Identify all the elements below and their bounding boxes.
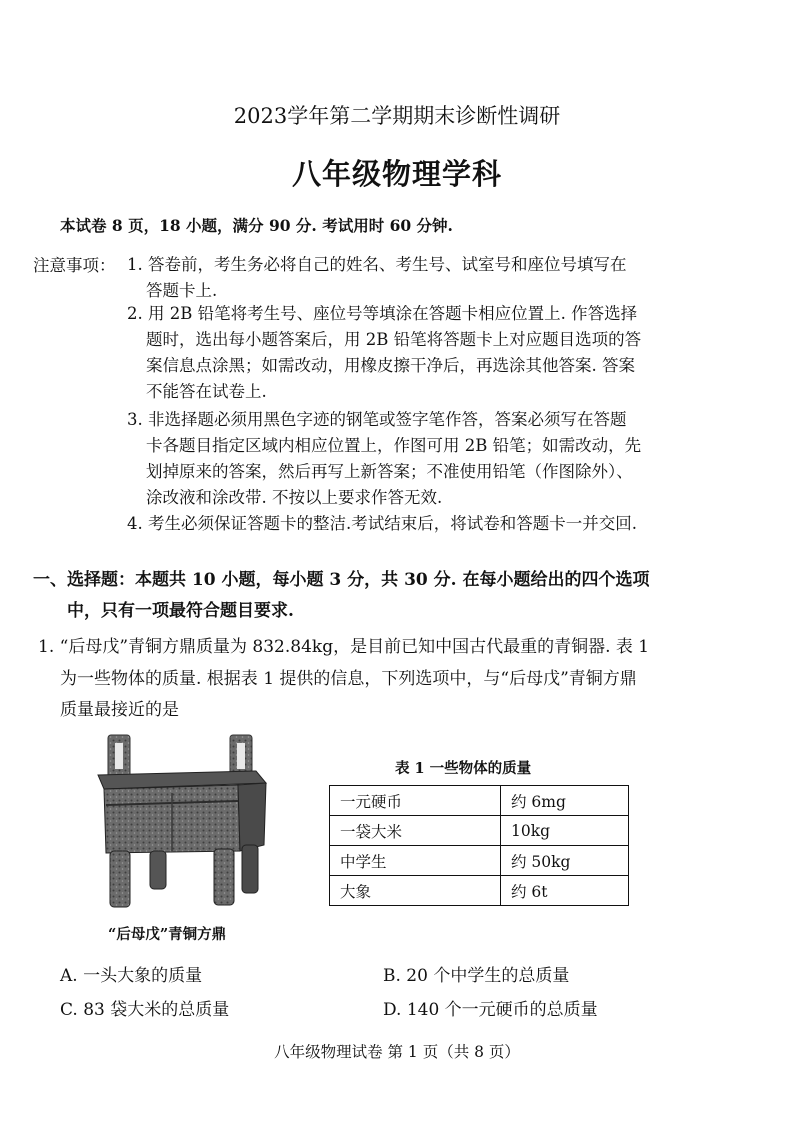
- notice-line: 题时，选出每小题答案后，用 2B 铅笔将答题卡上对应题目选项的答: [146, 330, 642, 349]
- table-cell: 大象: [330, 876, 501, 906]
- table-cell: 10kg: [501, 816, 629, 846]
- mass-table: [329, 785, 629, 906]
- option-a: A. 一头大象的质量: [60, 966, 203, 986]
- table-cell: 一元硬币: [330, 786, 501, 816]
- notice-line: 不能答在试卷上.: [146, 382, 267, 401]
- notice-line: 4. 考生必须保证答题卡的整洁.考试结束后，将试卷和答题卡一并交回.: [127, 514, 637, 533]
- image-caption: “后母戊”青铜方鼎: [108, 926, 227, 943]
- notice-line: 案信息点涂黑；如需改动，用橡皮擦干净后，再选涂其他答案. 答案: [146, 356, 635, 375]
- table-row: [330, 876, 629, 906]
- table-cell: 一袋大米: [330, 816, 501, 846]
- notice-line: 涂改液和涂改带. 不按以上要求作答无效.: [146, 488, 443, 507]
- option-b: B. 20 个中学生的总质量: [383, 966, 570, 986]
- subject-title: 八年级物理学科: [291, 157, 502, 191]
- exam-info: 本试卷 8 页，18 小题，满分 90 分. 考试用时 60 分钟.: [60, 216, 453, 235]
- page-footer: 八年级物理试卷 第 1 页（共 8 页）: [274, 1043, 520, 1061]
- question-text: 为一些物体的质量. 根据表 1 提供的信息，下列选项中，与“后母戊”青铜方鼎: [60, 669, 637, 689]
- table-row: [330, 786, 629, 816]
- section-heading: 一、选择题：本题共 10 小题，每小题 3 分，共 30 分. 在每小题给出的四个选项: [33, 570, 650, 590]
- exam-title: 2023学年第二学期期末诊断性调研: [233, 104, 561, 128]
- table-cell: 约 6t: [501, 876, 629, 906]
- notice-line: 2. 用 2B 铅笔将考生号、座位号等填涂在答题卡相应位置上. 作答选择: [127, 304, 638, 323]
- option-d: D. 140 个一元硬币的总质量: [383, 1000, 598, 1020]
- notice-line: 3. 非选择题必须用黑色字迹的钢笔或签字笔作答，答案必须写在答题: [127, 410, 627, 429]
- table-row: [330, 846, 629, 876]
- table-cell: 约 6mg: [501, 786, 629, 816]
- question-text: 1. “后母戊”青铜方鼎质量为 832.84kg，是目前已知中国古代最重的青铜器. 表 1: [38, 637, 650, 657]
- notice-line: 答题卡上.: [146, 281, 218, 300]
- table-cell: 约 50kg: [501, 846, 629, 876]
- option-c: C. 83 袋大米的总质量: [60, 1000, 230, 1020]
- notice-line: 卡各题目指定区域内相应位置上，作图可用 2B 铅笔；如需改动，先: [146, 436, 642, 455]
- question-text: 质量最接近的是: [60, 700, 179, 720]
- section-heading: 中，只有一项最符合题目要求.: [67, 601, 294, 621]
- bronze-ding-image: [88, 733, 270, 913]
- table-row: [330, 816, 629, 846]
- table-caption: 表 1 一些物体的质量: [395, 760, 532, 777]
- notice-line: 1. 答卷前，考生务必将自己的姓名、考生号、试室号和座位号填写在: [127, 255, 627, 274]
- notice-label: 注意事项：: [33, 256, 116, 275]
- table-cell: 中学生: [330, 846, 501, 876]
- notice-line: 划掉原来的答案，然后再写上新答案；不准使用铅笔（作图除外）、: [146, 462, 633, 481]
